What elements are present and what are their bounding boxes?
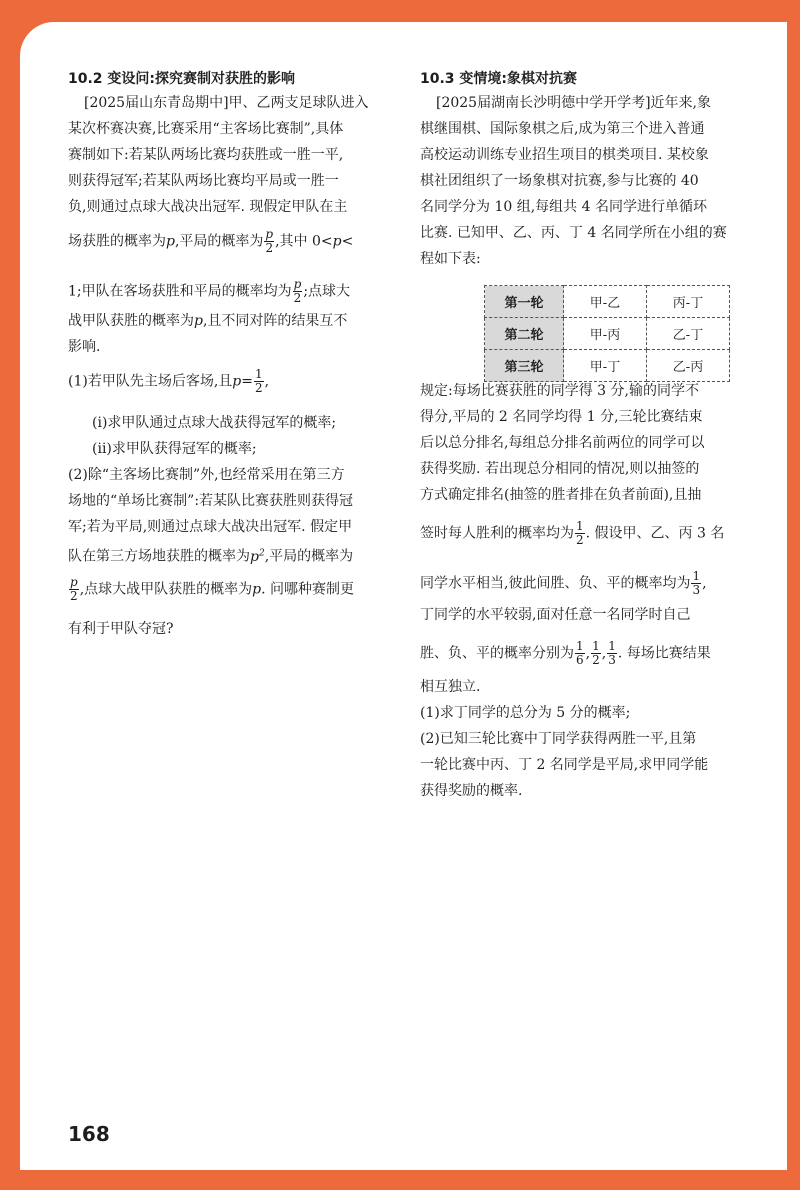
fraction: $\frac{1}{2}$ xyxy=(592,639,600,667)
fraction: $\frac{1}{3}$ xyxy=(608,639,616,667)
table-cell: 甲-乙 xyxy=(564,286,647,318)
table-row xyxy=(485,286,730,318)
text-line: 高校运动训练专业招生项目的棋类项目. 某校象 xyxy=(420,147,709,163)
text-line: 签时每人胜利的概率均为 $\frac{1}{2}$ . 假设甲、乙、丙 3 名 xyxy=(420,519,725,547)
text-line: 比赛. 已知甲、乙、丙、丁 4 名同学所在小组的赛 xyxy=(420,225,727,241)
table-cell: 丙-丁 xyxy=(647,286,730,318)
text-line: 有利于甲队夺冠? xyxy=(68,621,174,637)
text-line: 一轮比赛中丙、丁 2 名同学是平局,求甲同学能 xyxy=(420,757,709,773)
text-line: 棋继围棋、国际象棋之后,成为第三个进入普通 xyxy=(420,121,705,137)
page-sheet xyxy=(20,22,787,1170)
text-line: 后以总分排名,每组总分排名前两位的同学可以 xyxy=(420,435,705,451)
text-line: 负,则通过点球大战决出冠军. 现假定甲队在主 xyxy=(68,199,348,215)
text-line: 棋社团组织了一场象棋对抗赛,参与比赛的 40 xyxy=(420,173,699,189)
text-line: 方式确定排名(抽签的胜者排在负者前面),且抽 xyxy=(420,487,702,503)
table-cell: 乙-丁 xyxy=(647,318,730,350)
text-line: 队在第三方场地获胜的概率为$p^2$,平局的概率为 xyxy=(68,548,354,565)
text-line: 则获得冠军;若某队两场比赛均平局或一胜一 xyxy=(68,173,339,189)
section-heading-10-3: 10.3 变情境:象棋对抗赛 xyxy=(420,71,578,87)
text-line: [2025届山东青岛期中]甲、乙两支足球队进入 xyxy=(84,95,369,111)
table-row xyxy=(485,350,730,382)
section-heading-10-2: 10.2 变设问:探究赛制对获胜的影响 xyxy=(68,71,296,87)
fraction: $\frac{p}{2}$ xyxy=(265,227,274,255)
text-line: 场地的“单场比赛制”:若某队比赛获胜则获得冠 xyxy=(68,493,354,509)
schedule-table xyxy=(484,285,730,382)
text-line: 军;若为平局,则通过点球大战决出冠军. 假定甲 xyxy=(68,519,353,535)
table-cell: 乙-丙 xyxy=(647,350,730,382)
text-line: 同学水平相当,彼此间胜、负、平的概率均为 $\frac{1}{3}$ , xyxy=(420,569,707,597)
text-line: 1;甲队在客场获胜和平局的概率均为 $\frac{p}{2}$ ;点球大 xyxy=(68,277,351,305)
question-1-ii: (ⅱ)求甲队获得冠军的概率; xyxy=(92,441,257,457)
text-line: 场获胜的概率为p,平局的概率为 $\frac{p}{2}$ ,其中 0<p< xyxy=(68,227,354,255)
text-line: 获得奖励. 若出现总分相同的情况,则以抽签的 xyxy=(420,461,700,477)
question-1: (1)若甲队先主场后客场,且p= $\frac{1}{2}$ , xyxy=(68,367,270,395)
text-line: 赛制如下:若某队两场比赛均获胜或一胜一平, xyxy=(68,147,344,163)
question-1: (1)求丁同学的总分为 5 分的概率; xyxy=(420,705,631,721)
text-line: 某次杯赛决赛,比赛采用“主客场比赛制”,具体 xyxy=(68,121,344,137)
question-1-i: (ⅰ)求甲队通过点球大战获得冠军的概率; xyxy=(92,415,337,431)
text-line: 胜、负、平的概率分别为 $\frac{1}{6}$ , $\frac{1}{2}$ , $\frac{1}{3}$ . 每场比赛结果 xyxy=(420,639,711,667)
text-line: 规定:每场比赛获胜的同学得 3 分,输的同学不 xyxy=(420,383,699,399)
text-line: 名同学分为 10 组,每组共 4 名同学进行单循环 xyxy=(420,199,707,215)
fraction: $\frac{1}{6}$ xyxy=(576,639,584,667)
table-row xyxy=(485,318,730,350)
text-line: 丁同学的水平较弱,面对任意一名同学时自己 xyxy=(420,607,691,623)
fraction: $\frac{1}{2}$ xyxy=(576,519,584,547)
text-line: 相互独立. xyxy=(420,679,481,695)
question-2: (2)已知三轮比赛中丁同学获得两胜一平,且第 xyxy=(420,731,697,747)
text-line: 影响. xyxy=(68,339,101,355)
table-cell: 第三轮 xyxy=(485,350,564,382)
text-line: 战甲队获胜的概率为p,且不同对阵的结果互不 xyxy=(68,313,348,329)
text-line: 获得奖励的概率. xyxy=(420,783,523,799)
fraction: $\frac{1}{3}$ xyxy=(692,569,701,597)
page-number: 168 xyxy=(68,1122,110,1146)
table-cell: 第一轮 xyxy=(485,286,564,318)
question-2: (2)除“主客场比赛制”外,也经常采用在第三方 xyxy=(68,467,345,483)
text-line: 程如下表: xyxy=(420,251,481,267)
text-line: [2025届湖南长沙明德中学开学考]近年来,象 xyxy=(436,95,712,111)
table-cell: 甲-丁 xyxy=(564,350,647,382)
fraction: $\frac{p}{2}$ xyxy=(293,277,302,305)
text-line: $\frac{p}{2}$ ,点球大战甲队获胜的概率为p. 问哪种赛制更 xyxy=(70,575,355,603)
fraction: $\frac{1}{2}$ xyxy=(254,367,263,395)
text-line: 得分,平局的 2 名同学均得 1 分,三轮比赛结束 xyxy=(420,409,703,425)
fraction: $\frac{p}{2}$ xyxy=(70,575,78,603)
table-cell: 第二轮 xyxy=(485,318,564,350)
table-cell: 甲-丙 xyxy=(564,318,647,350)
